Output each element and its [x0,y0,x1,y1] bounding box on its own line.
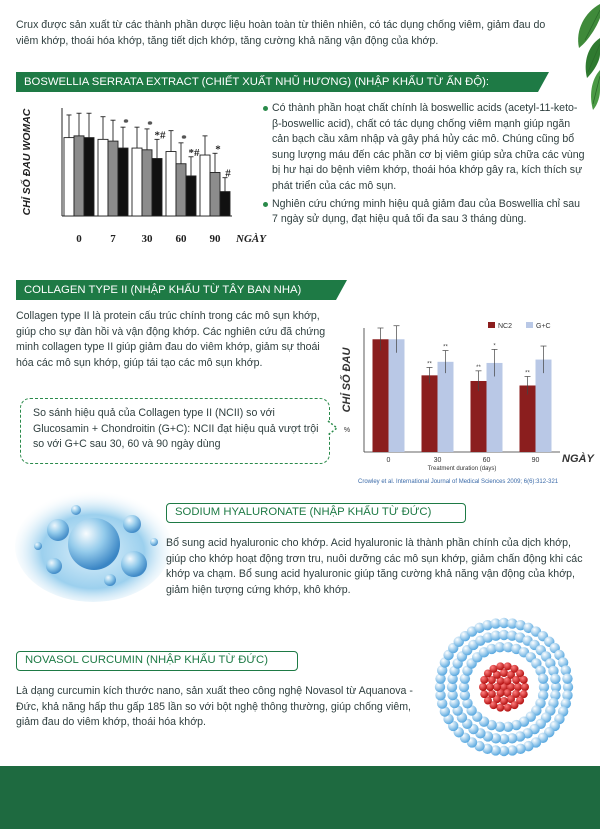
significance-marker: *# [188,146,200,159]
significance-marker: *# [154,129,166,142]
curcumin-core-particle [496,704,504,712]
hyaluronate-droplet-image [14,490,172,602]
x-axis-caption: NGÀY [562,453,594,465]
bar [438,362,454,452]
x-tick-label: 60 [482,457,491,464]
x-tick-label: 30 [141,233,153,245]
y-axis-label: CHỈ SỐ ĐAU WOMAC [21,108,33,216]
curcumin-core-particle [504,704,512,712]
x-tick-label: 60 [175,233,187,245]
legend-label: G+C [536,323,551,330]
bar [536,360,552,452]
bar [389,339,405,452]
x-tick-label: 7 [110,233,116,245]
bar [373,339,389,452]
bar [142,150,152,216]
significance-marker: ** [427,361,432,368]
y-axis-label: CHỈ SỐ ĐAU [341,347,353,413]
y-axis-unit: % [343,427,351,434]
significance-marker: * [123,117,129,130]
significance-marker: ** [476,364,481,371]
significance-marker: * [493,343,496,350]
x-tick-label: 90 [531,457,540,464]
bar [220,192,230,216]
intro-text: Crux được sản xuất từ các thành phần dược liệu hoàn toàn từ thiên nhiên, có tác dụng chống viêm, giảm đau do viêm khớp, thoái hóa khớp, tăng tiết dịch khớp, tăng cường khả năng vận động của khớp. [16,19,546,47]
boswellia-bullets [262,101,586,228]
curcumin-title-text: NOVASOL CURCUMIN (NHẬP KHẨU TỪ ĐỨC) [25,654,268,666]
sodium-body: Bổ sung acid hyaluronic cho khớp. Acid hyaluronic là thành phần chính của dịch khớp, giúp cho khớp hoạt động trơn tru, nuôi dưỡng các mô sụn khớp, giảm chấn động khi các khớp va chạm. Bổ sung acid hyaluronic giúp tăng cường khả năng vận động của khớp, giảm hiện tượng cứng khớp, khô khớp. [166,537,583,596]
legend-label: NC2 [498,323,513,330]
significance-marker: * [181,132,187,145]
significance-marker: # [225,167,231,180]
curcumin-core-particle [486,683,494,691]
bar [210,172,220,216]
bar [132,148,142,216]
x-tick-label: 0 [386,457,391,464]
lipid-head [550,674,560,684]
bar [471,381,487,452]
bar [152,159,162,216]
lipid-head [538,673,548,683]
bar [520,385,536,452]
bar [200,155,210,216]
x-tick-label: 30 [433,457,442,464]
bar [74,136,84,216]
collagen-citation: Crowley et al. International Journal of Medical Sciences 2009; 6(6):312-321 [358,479,559,485]
collagen-section-title [16,280,336,300]
bar [98,139,108,216]
bar [84,138,94,216]
x-tick-label: 90 [209,233,221,245]
x-axis-label: Treatment duration (days) [427,466,497,472]
boswellia-section-title [16,72,538,92]
bar [108,141,118,216]
curcumin-micelle-image [424,618,584,756]
curcumin-core-particle [490,665,498,673]
x-tick-label: 0 [76,233,82,245]
boswellia-bullet-2: Nghiên cứu chứng minh hiệu quả giảm đau của Boswellia chỉ sau 7 ngày sử dụng, đạt hiệu quả tối đa sau 3 tháng dùng. [262,197,586,228]
sodium-title-text: SODIUM HYALURONATE (NHẬP KHẨU TỪ ĐỨC) [175,506,432,518]
curcumin-section-title [16,651,298,671]
bar [176,164,186,216]
collagen-body: Collagen type II là protein cấu trúc chính trong các mô sụn khớp, giúp cho sự đàn hồi và vận động khớp. Các nghiên cứu đã chứng minh collagen type II giúp giảm đau do viêm khớp, giảm sự thoái hóa các mô sụn khớp, giúp tái tạo các mô sụn khớp. [16,310,326,369]
bar [186,176,196,216]
boswellia-title-text: BOSWELLIA SERRATA EXTRACT (CHIẾT XUẤT NHŨ HƯƠNG) (NHẬP KHẨU TỪ ẤN ĐỘ): [24,76,490,88]
footer-band [0,766,600,829]
bar [118,148,128,216]
curcumin-core-particle [480,690,488,698]
significance-marker: ** [525,370,530,377]
bar [422,375,438,452]
collagen-comparison-chart [338,308,594,476]
curcumin-body: Là dạng curcumin kích thước nano, sản xuất theo công nghệ Novasol từ Aquanova - Đức, khả năng hấp thu gấp 185 lần so với bột nghệ thông thường, giúp chống viêm, giảm đau do viêm khớp, thoái hóa khớp. [16,685,413,729]
curcumin-core-particle [504,662,512,670]
womac-pain-chart [16,98,270,254]
sodium-section-title [166,503,466,523]
curcumin-core-particle [479,683,487,691]
significance-marker: * [147,118,153,131]
curcumin-core-particle [511,701,519,709]
collagen-callout-box [20,398,330,464]
legend-swatch [526,322,533,328]
lipid-head [562,673,572,683]
significance-marker: * [215,143,221,156]
x-axis-label: NGÀY [236,233,266,245]
curcumin-core-particle [520,676,528,684]
curcumin-core-particle [496,662,504,670]
significance-marker: ** [443,344,448,351]
collagen-title-text: COLLAGEN TYPE II (NHẬP KHẨU TỪ TÂY BAN NHA) [24,284,302,296]
boswellia-bullet-1: Có thành phần hoạt chất chính là boswellic acids (acetyl-11-keto-β-boswellic acid), chất có tác dụng chống viêm mạnh giúp ngăn cản bạch cầu xâm nhập và gây phá hủy các mô. Chúng cũng bổ sung lượng máu đến các phần cơ bị viêm giúp sửa chữa các vùng bị hư hại do bệnh viêm khớp, thoái hóa khớp gây ra, kích thích sự phát triển của các mô sụn. [262,101,586,195]
legend-swatch [488,322,495,328]
curcumin-core-particle [514,683,522,691]
bar [64,138,74,216]
curcumin-core-particle [521,683,529,691]
bar [166,152,176,216]
collagen-callout-text: So sánh hiệu quả của Collagen type II (NCII) so với Glucosamin + Chondroitin (G+C): NCII đạt hiệu quả vượt trội so với G+C sau 30, 60 và 90 ngày dùng [33,407,319,451]
